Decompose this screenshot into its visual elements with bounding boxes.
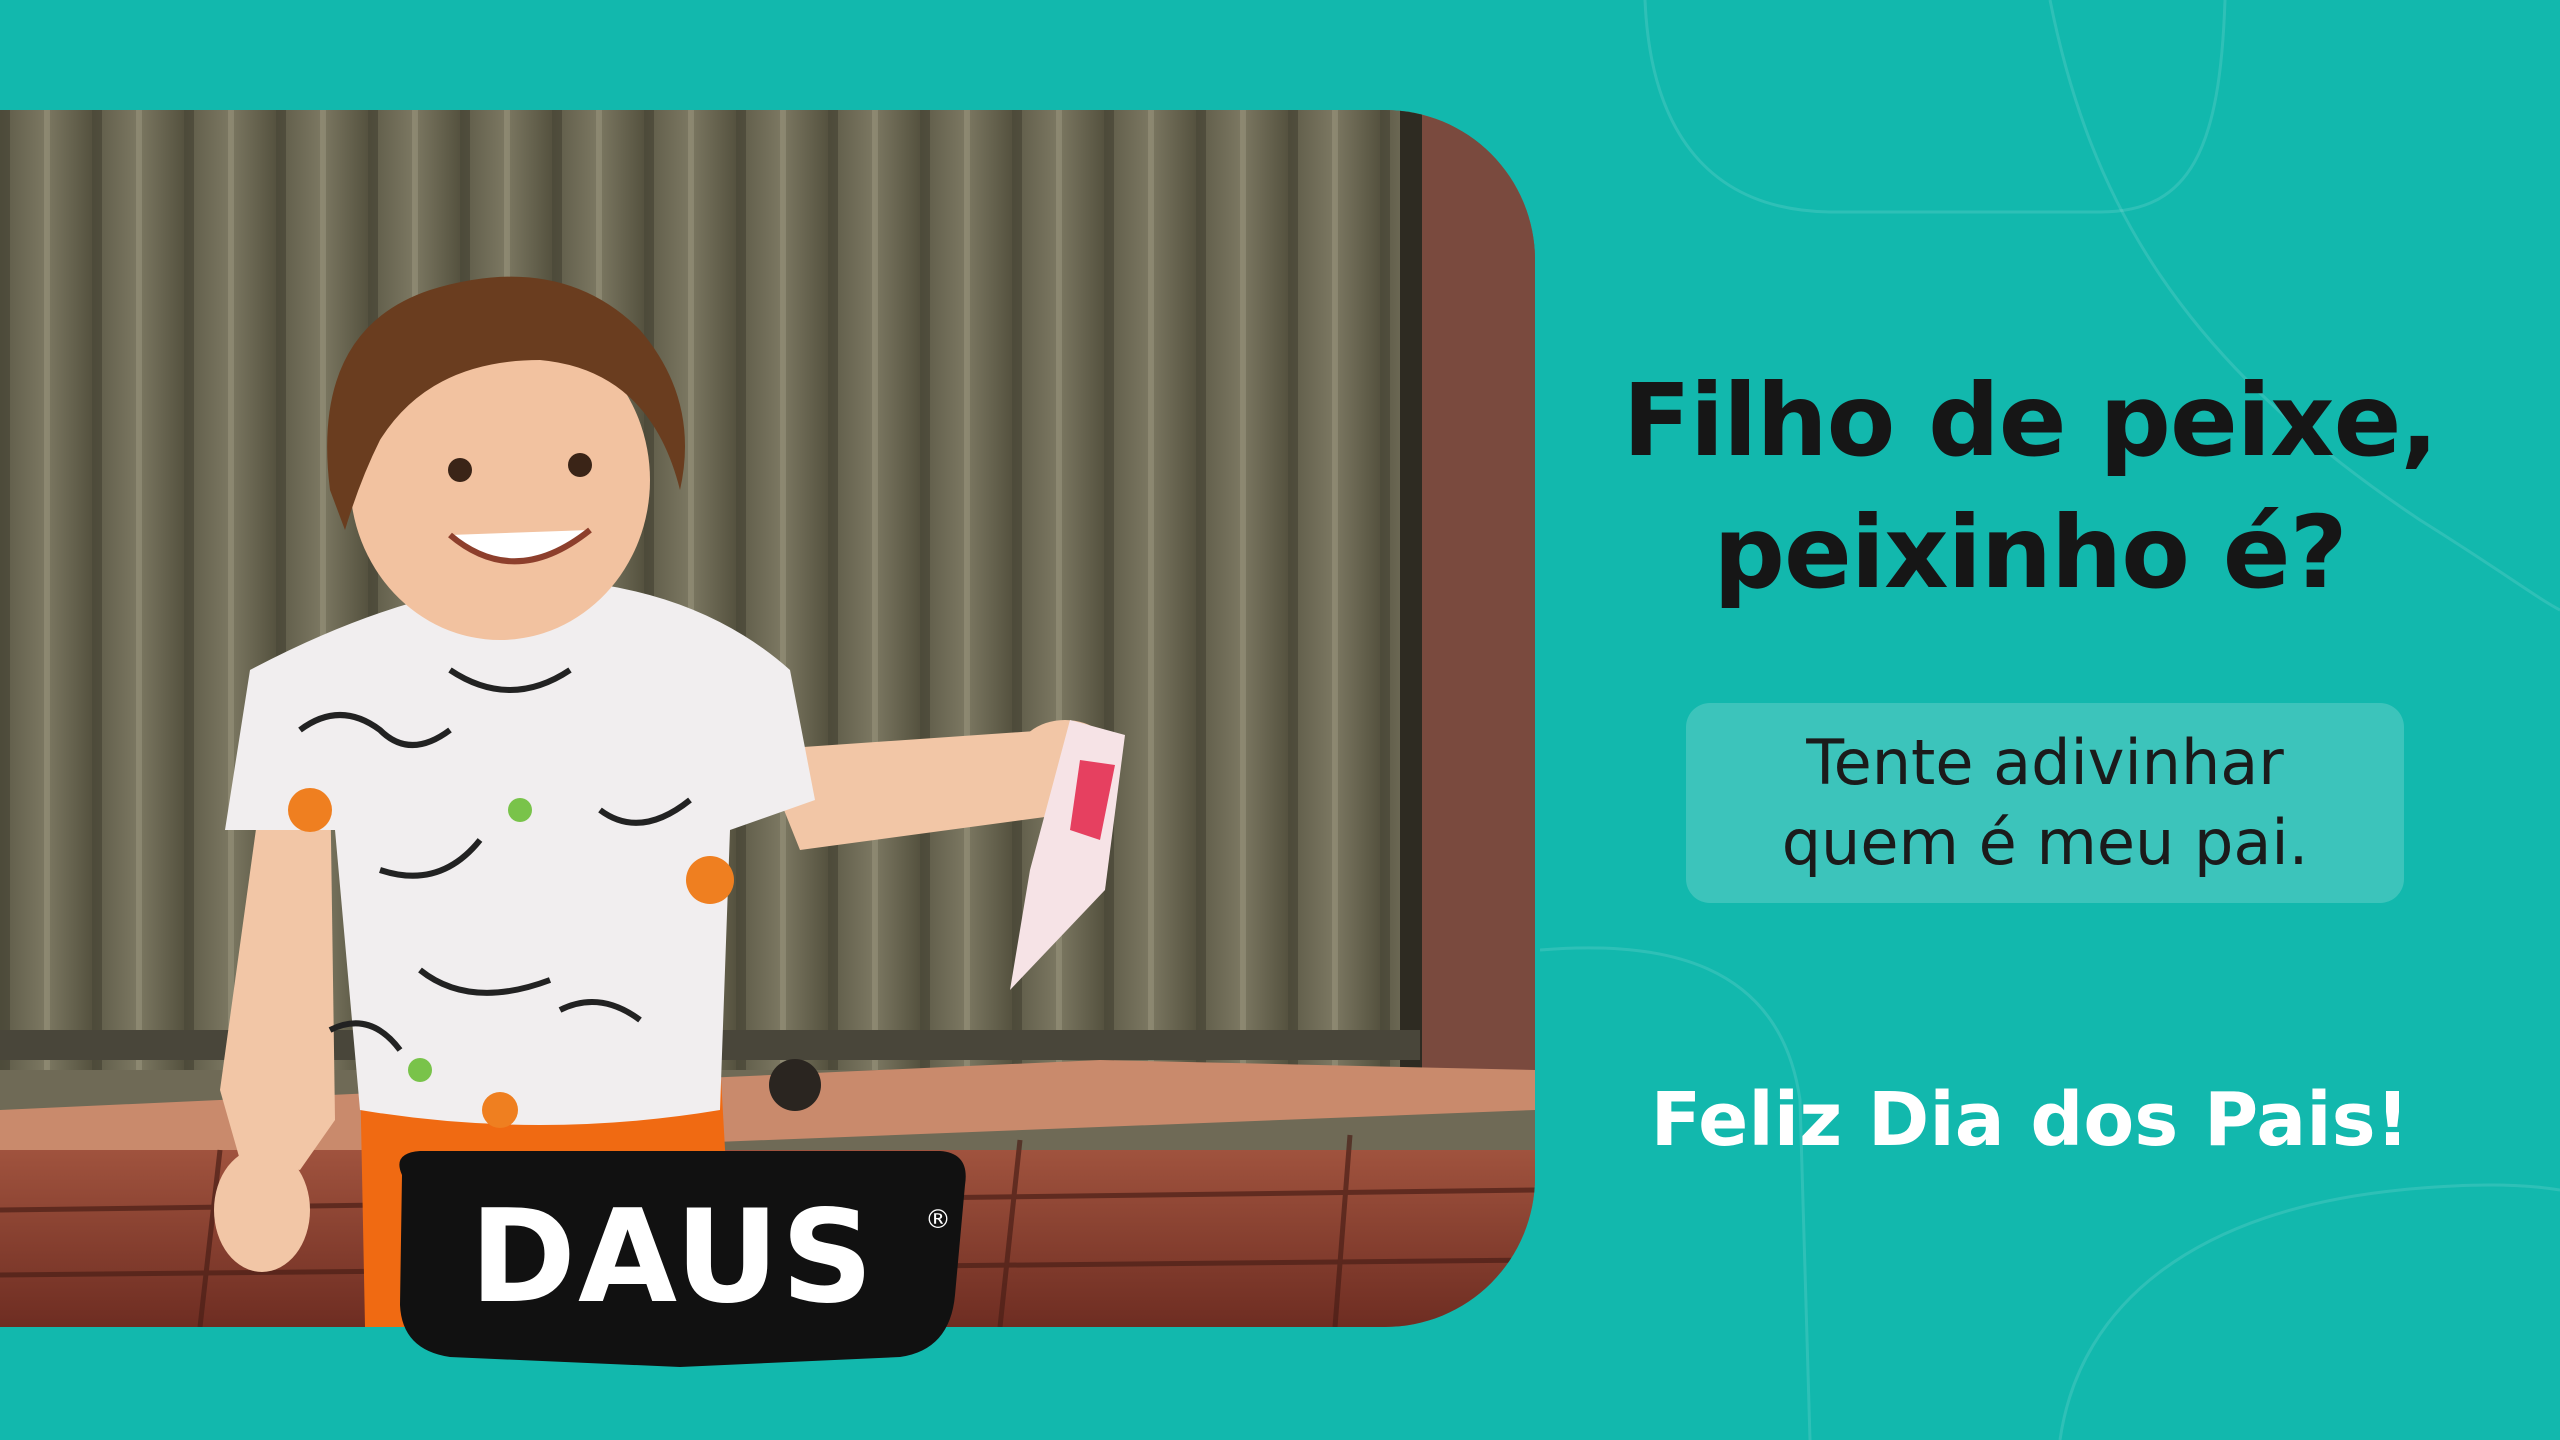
logo-text: DAUS (469, 1183, 876, 1332)
subtitle-line-2: quem é meu pai. (1781, 806, 2309, 879)
daus-logo (380, 1145, 995, 1375)
greeting-text: Feliz Dia dos Pais! (1650, 1077, 2410, 1163)
subtitle-box (1686, 703, 2404, 903)
headline-line-2: peixinho é? (1713, 494, 2347, 611)
subtitle-line-1: Tente adivinhar (1806, 726, 2284, 799)
registered-mark: ® (925, 1205, 951, 1235)
headline (1560, 355, 2500, 619)
headline-line-1: Filho de peixe, (1622, 362, 2438, 479)
